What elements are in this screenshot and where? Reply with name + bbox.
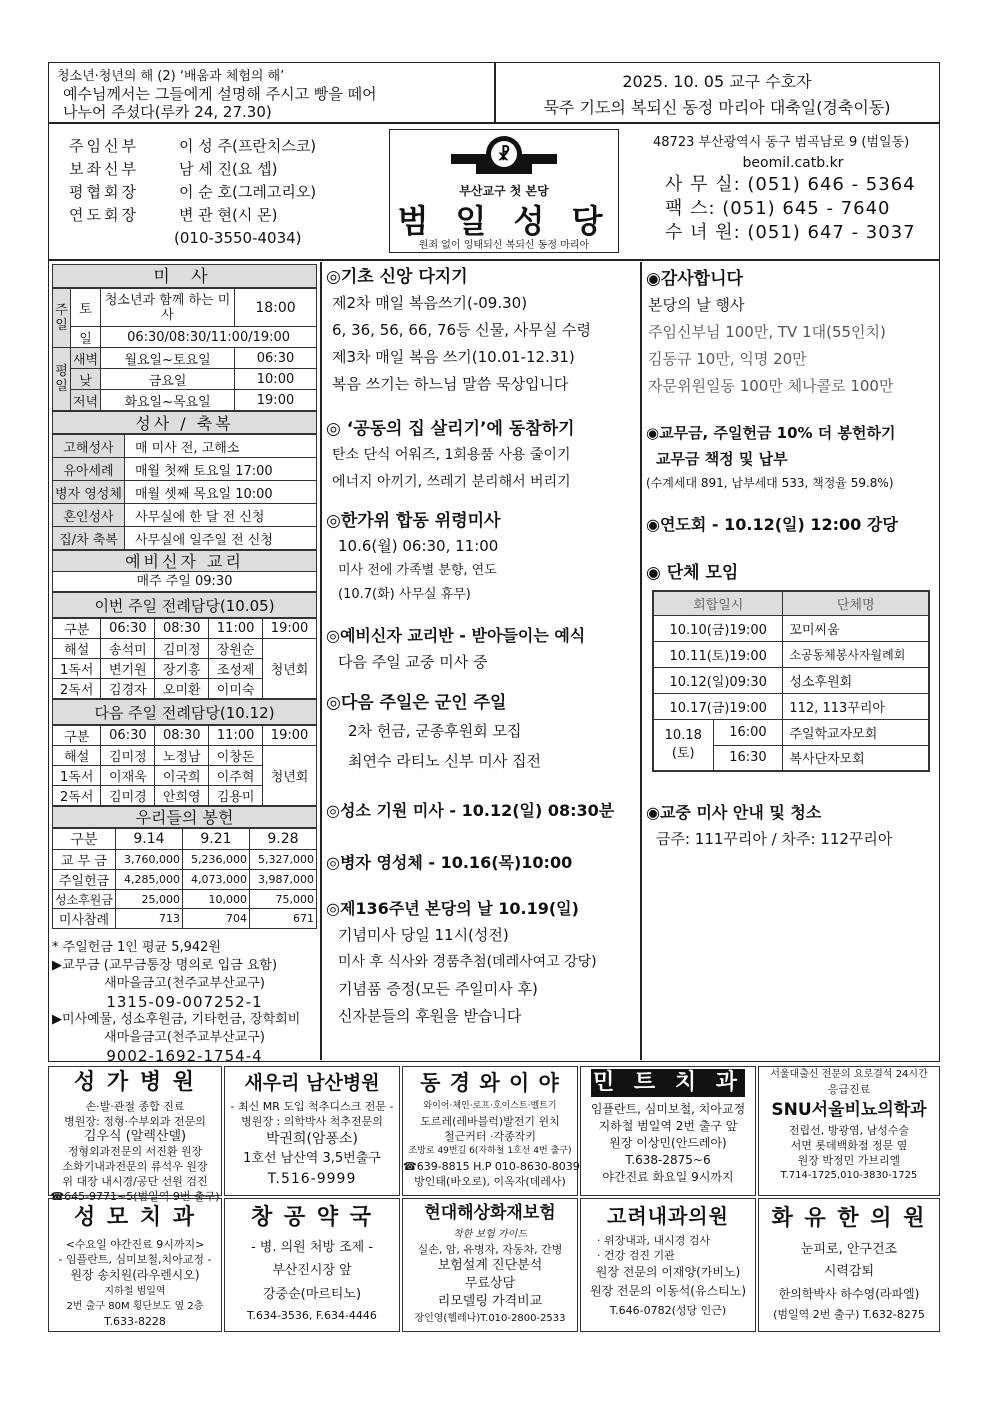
church-logo-block	[389, 129, 619, 253]
payment-notes	[52, 939, 317, 1065]
ad-line: 원장 송치원(라우렌시오)	[70, 1268, 200, 1282]
ad-line: 전립선, 방광염, 남성수술	[788, 1124, 910, 1137]
notice-line: 2차 헌금, 군종후원회 모집	[348, 722, 522, 740]
notice-item	[326, 264, 638, 398]
ad-line: 정형외과전문의 서진환 원장	[67, 1145, 203, 1158]
theme: 청소년·청년의 해 (2) ‘배움과 체험의 해’	[57, 69, 285, 84]
ad-line: T.634-3536, F.634-4446	[247, 1309, 377, 1322]
duty-cell: 1독서	[53, 659, 101, 679]
notice-line: 제2차 매일 복음쓰기(-09.30)	[332, 294, 528, 312]
ad-donggyeong-wire	[402, 1066, 578, 1196]
note-line: ▶교무금 (교무금통장 명의로 입금 요함)	[52, 958, 278, 973]
sacrament-name: 병자 영성체	[53, 481, 125, 504]
ad-title: 민 트 치 과	[593, 1070, 743, 1095]
ad-saeuri-hospital	[224, 1066, 400, 1196]
sacrament-name: 집/차 축복	[53, 527, 125, 550]
ad-line: - 병. 의원 처방 조제 -	[250, 1240, 374, 1255]
ad-line: · 위장내과, 내시경 검사	[597, 1234, 711, 1247]
column-divider	[640, 262, 642, 1060]
ad-line: - 최신 MR 도입 척추디스크 전문 -	[230, 1100, 394, 1113]
ad-line: 서면 롯데백화점 정문 옆	[790, 1139, 908, 1152]
group-date: 10.17(금)19:00	[653, 693, 783, 719]
mass-title: 미 사	[52, 264, 317, 288]
offering-label: 주일헌금	[53, 870, 116, 890]
offering-value: 75,000	[249, 890, 316, 909]
duty-cell: 조성제	[209, 659, 263, 679]
ad-line: 장인영(헬레나)T.010-2800-2533	[414, 1313, 566, 1324]
ad-line: 위 대장 내시경/공단 선원 검진	[62, 1175, 208, 1188]
col-head: 11:00	[209, 619, 263, 639]
office-phone: 사 무 실: (051) 646 - 5364	[665, 174, 916, 195]
duty-cell: 해설	[53, 639, 101, 659]
ad-line: 원장 전문의 이재양(가비노)	[595, 1265, 741, 1279]
notice-line: 미사 전에 가족별 분향, 연도	[338, 563, 497, 578]
notice-line: 에너지 아끼기, 쓰레기 분리해서 버리기	[332, 474, 571, 490]
ad-line: 병원장 : 의학박사 척추전문의	[241, 1115, 383, 1128]
group-meetings-table	[652, 590, 930, 772]
sat-mass-desc: 청소년과 함께 하는 미사	[101, 289, 235, 327]
mass-days: 월요일~토요일	[101, 348, 235, 369]
note-line: ▶미사예물, 성소후원금, 기타헌금, 장학회비	[52, 1012, 301, 1027]
ad-line: T.714-1725,010-3830-1725	[780, 1170, 918, 1181]
ad-line: 박권희(암퐁소)	[265, 1131, 359, 1147]
tithe-title: ◉교무금, 주일헌금 10% 더 봉헌하기	[646, 424, 896, 442]
duty-cell: 이국희	[155, 766, 209, 786]
ad-line: 시력감퇴	[823, 1264, 875, 1279]
ad-line: 눈피로, 안구건조	[800, 1242, 898, 1257]
ad-line: (범일역 2번 출구) T.632-8275	[773, 1308, 925, 1321]
sacrament-info: 매월 셋째 목요일 10:00	[124, 481, 316, 504]
verse-line-1: 예수님께서는 그들에게 설명해 주시고 빵을 떼어	[63, 85, 377, 103]
notice-line: 10.6(월) 06:30, 11:00	[338, 537, 499, 555]
col-head: 06:30	[101, 726, 155, 746]
contact-block	[653, 133, 933, 245]
sacrament-name: 혼인성사	[53, 504, 125, 527]
thanks-line: 자문위원일동 100만 체나콜로 100만	[648, 377, 894, 395]
staff-row: 보좌신부 남 세 진(요 셉)	[69, 160, 278, 178]
offering-value: 704	[182, 909, 249, 929]
ad-line: 병원장: 정형·수부외과 전문의	[64, 1115, 206, 1128]
mass-kind: 낮	[71, 369, 101, 390]
group-name: 복사단자모회	[783, 745, 929, 771]
notice-item	[326, 850, 638, 876]
notice-line: 최연수 라티노 신부 미사 집전	[348, 752, 541, 770]
ad-title: 성 가 병 원	[74, 1070, 196, 1095]
notice-item	[326, 623, 638, 676]
catechumen-time: 매주 주일 09:30	[52, 572, 317, 592]
cleaning-title: ◉교중 미사 안내 및 청소	[646, 803, 822, 822]
catechumen-title: 예비신자 교리	[52, 550, 317, 572]
notice-title: ◎기초 신앙 다지기	[326, 267, 468, 287]
ad-line: 강중순(마르티노)	[262, 1287, 362, 1302]
offering-value: 4,285,000	[115, 870, 182, 890]
notice-title: ◎다음 주일은 군인 주일	[326, 693, 507, 713]
ad-title: 새우리 남산병원	[244, 1072, 380, 1094]
ad-sungga-hospital	[48, 1066, 222, 1203]
ad-title: 화 유 한 의 원	[771, 1206, 927, 1231]
notice-line: 미사 후 식사와 경품추첨(데레사여고 강당)	[338, 954, 597, 970]
ad-title: 고려내과의원	[607, 1204, 729, 1228]
duty-cell: 변기원	[101, 659, 155, 679]
header-right	[494, 62, 940, 124]
account-number: 9002-1692-1754-4	[106, 1047, 263, 1065]
offering-label: 미사참례	[53, 909, 116, 929]
mass-kind: 새벽	[71, 348, 101, 369]
col-head: 9.14	[115, 829, 182, 850]
duty-cell: 2독서	[53, 679, 101, 699]
duty-cell: 이미숙	[209, 679, 263, 699]
duty-cell: 해설	[53, 746, 101, 766]
notice-line: (10.7(화) 사무실 휴무)	[338, 587, 471, 602]
staff-row: 주임신부 이 성 주(프란치스코)	[69, 137, 317, 155]
duty-cell: 김경자	[101, 679, 155, 699]
ad-line: 서울대출신 전문의 요로결석 24시간	[770, 1069, 928, 1080]
ad-line: 응급진료	[827, 1083, 871, 1096]
ad-title: 현대해상화재보험	[424, 1203, 556, 1223]
col-head: 9.28	[249, 829, 316, 850]
col-head: 19:00	[263, 726, 317, 746]
group-date: 10.10(금)19:00	[653, 615, 783, 641]
mass-days: 금요일	[101, 369, 235, 390]
offering-value: 3,760,000	[115, 850, 182, 870]
col-head: 08:30	[155, 726, 209, 746]
notice-title: ◎제136주년 본당의 날 10.19(일)	[326, 899, 579, 918]
cleaning-duty: 금주: 111꾸리아 / 차주: 112꾸리아	[656, 830, 893, 848]
fax-number: 팩 스: (051) 645 - 7640	[665, 198, 891, 219]
weekday-label: 평일	[53, 348, 71, 411]
duty-cell: 안희영	[155, 786, 209, 806]
notice-title: ◎한가위 합동 위령미사	[326, 511, 501, 531]
tithe-stats: (수계세대 891, 납부세대 533, 책정율 59.8%)	[646, 476, 894, 490]
issue-date: 2025. 10. 05 교구 수호자	[622, 72, 812, 91]
mass-schedule-table	[52, 288, 317, 411]
ad-line: 손·발·관절 종합 진료	[85, 1100, 185, 1113]
sat-label: 토	[71, 289, 101, 327]
convent-phone: 수 녀 원: (051) 647 - 3037	[665, 222, 916, 243]
duty-cell: 오미환	[155, 679, 209, 699]
group-date: 10.12(일)09:30	[653, 667, 783, 693]
duty-cell: 노정남	[155, 746, 209, 766]
ad-line: 리모델링 가격비교	[437, 1294, 543, 1309]
ad-line: T.633-8228	[104, 1315, 166, 1328]
ad-changgong-pharmacy	[224, 1198, 400, 1332]
ad-line: 야간진료 화요일 9시까지	[602, 1170, 734, 1184]
duty-cell: 김미정	[155, 639, 209, 659]
notice-item	[326, 798, 638, 824]
offering-value: 671	[249, 909, 316, 929]
mass-kind: 저녁	[71, 390, 101, 411]
duty-cell: 1독서	[53, 766, 101, 786]
middle-column	[326, 264, 638, 1030]
notice-line: 다음 주일 교중 미사 중	[338, 653, 488, 671]
sacrament-info: 사무실에 한 달 전 신청	[124, 504, 316, 527]
feast-name: 묵주 기도의 복되신 동정 마리아 대축일(경축이동)	[543, 98, 891, 117]
sat-mass-time: 18:00	[235, 289, 317, 327]
ad-title: 성 모 치 과	[74, 1205, 196, 1230]
notice-title: ◎예비신자 교리반 - 받아들이는 예식	[326, 626, 586, 645]
notice-item	[326, 508, 638, 607]
sacrament-info: 매 미사 전, 고해소	[124, 435, 316, 458]
address: 48723 부산광역시 동구 범곡남로 9 (범일동)	[653, 135, 910, 150]
sacrament-name: 고해성사	[53, 435, 125, 458]
thanks-line: 김동규 10만, 익명 20만	[648, 350, 807, 368]
ad-line: 실손, 암, 유병자, 자동차, 간병	[417, 1243, 563, 1256]
staff-row: 연도회장 변 관 현(시 몬)	[69, 206, 278, 224]
offering-value: 4,073,000	[182, 870, 249, 890]
youth-group: 청년회	[263, 639, 317, 699]
ad-line: 1호선 남산역 3,5번출구	[243, 1151, 381, 1166]
duty-this-table	[52, 618, 317, 699]
offering-value: 10,000	[182, 890, 249, 909]
duty-cell: 이주혁	[209, 766, 263, 786]
ad-mint-dental	[580, 1066, 756, 1196]
duty-cell: 송석미	[101, 639, 155, 659]
offering-label: 교 무 금	[53, 850, 116, 870]
ad-title: 동 경 와 이 야	[420, 1071, 560, 1095]
notice-title: ◎병자 영성체 - 10.16(목)10:00	[326, 853, 573, 872]
ad-line: 부산진시장 앞	[272, 1263, 352, 1278]
ad-goryeo-clinic	[580, 1198, 756, 1332]
ad-line: 방인태(바오로), 이옥자(데레사)	[414, 1175, 566, 1188]
yeondo-notice: ◉연도회 - 10.12(일) 12:00 강당	[646, 515, 898, 534]
ad-line: 김우식 (알렉산델)	[83, 1129, 187, 1144]
notice-item	[326, 416, 638, 496]
notice-line: 신자분들의 후원을 받습니다	[338, 1007, 522, 1025]
duty-next-table	[52, 725, 317, 806]
header-left	[48, 62, 496, 124]
notice-title: ◎ ‘공동의 집 살리기’에 동참하기	[326, 419, 575, 439]
duty-cell: 2독서	[53, 786, 101, 806]
ad-line: T.638-2875~6	[625, 1153, 711, 1167]
groups-title: ◉ 단체 모임	[646, 563, 739, 583]
col-head: 단체명	[783, 591, 929, 615]
col-head: 구분	[53, 619, 101, 639]
ad-line: 도르레(레바블럭)발전기 윈치	[420, 1115, 560, 1128]
group-name: 꼬미씨움	[783, 615, 929, 641]
ad-line: 지하철 범일역	[104, 1286, 166, 1297]
sun-label: 일	[71, 327, 101, 348]
note-line: * 주일헌금 1인 평균 5,942원	[52, 940, 221, 955]
church-name: 범 일 성 당	[397, 202, 611, 240]
mass-time: 10:00	[235, 369, 317, 390]
duty-cell: 장기흥	[155, 659, 209, 679]
ad-title: 창 공 약 국	[251, 1205, 373, 1230]
staff-row: 평협회장 이 순 호(그레고리오)	[69, 183, 317, 201]
notice-line: 탄소 단식 어워즈, 1회용품 사용 줄이기	[332, 447, 571, 463]
thanks-line: 주임신부님 100만, TV 1대(55인치)	[648, 323, 886, 341]
notice-item	[326, 690, 638, 776]
group-name: 112, 113꾸리아	[783, 693, 929, 719]
duty-this-title: 이번 주일 전례담당(10.05)	[52, 592, 317, 618]
duty-cell: 김미경	[101, 786, 155, 806]
ad-line: ☎645-9771~5(범일역 9번 출구)	[50, 1190, 220, 1203]
ad-sungmo-dental	[48, 1198, 222, 1332]
col-head: 06:30	[101, 619, 155, 639]
col-head: 구분	[53, 829, 116, 850]
note-line: 새마을금고(천주교부산교구)	[104, 1030, 265, 1045]
offering-value: 5,236,000	[182, 850, 249, 870]
ad-line: 와이어·체인·로프·호이스트·벨트기	[423, 1101, 557, 1111]
staff-list	[69, 135, 316, 250]
col-head: 19:00	[263, 619, 317, 639]
col-head: 9.21	[182, 829, 249, 850]
account-number: 1315-09-007252-1	[106, 993, 263, 1011]
ad-line: T.516-9999	[267, 1171, 357, 1187]
notice-item	[326, 896, 638, 1030]
group-name: 성소후원회	[783, 667, 929, 693]
ad-hyundai-insurance	[402, 1198, 578, 1332]
sunday-label: 주일	[53, 289, 71, 348]
thanks-title: ◉감사합니다	[646, 269, 743, 289]
duty-cell: 김용미	[209, 786, 263, 806]
mass-time: 19:00	[235, 390, 317, 411]
notice-line: 기념품 증정(모든 주일미사 후)	[338, 980, 538, 998]
ad-hwayu-clinic	[758, 1198, 940, 1332]
sacrament-info: 사무실에 일주일 전 신청	[124, 527, 316, 550]
ad-line: 조방로 49번길 6(자하철 1호선 4번 출구)	[408, 1146, 572, 1156]
ad-line: 원장 전문의 이동석(유스티노)	[589, 1284, 747, 1298]
group-date: 10.11(토)19:00	[653, 641, 783, 667]
verse-line-2: 나누어 주셨다(루카 24, 27.30)	[63, 103, 272, 121]
left-column	[52, 264, 317, 1065]
thanks-line: 본당의 날 행사	[648, 296, 745, 314]
ad-title: SNU서울비뇨의학과	[771, 1100, 927, 1120]
ad-line: 소화기내과전문의 류석우 원장	[62, 1160, 208, 1173]
duty-cell: 이재욱	[101, 766, 155, 786]
ad-line: · 건강 검진 기관	[597, 1249, 675, 1262]
ad-line: 원장 박정민 가브리엘	[797, 1154, 901, 1167]
website-link[interactable]: beomil.catb.kr	[742, 155, 844, 171]
ad-line: 지하철 범일역 2번 출구 앞	[598, 1119, 738, 1133]
youth-group: 청년회	[263, 746, 317, 806]
notice-line: 제3차 매일 복음 쓰기(10.01-12.31)	[332, 348, 575, 366]
ad-line: - 임플란트, 심미보철,치아교정 -	[58, 1253, 212, 1266]
notice-title: ◎성소 기원 미사 - 10.12(일) 08:30분	[326, 801, 615, 820]
group-name: 주일학교자모회	[783, 719, 929, 745]
column-divider	[320, 262, 322, 1060]
sacraments-table	[52, 434, 317, 550]
tithe-subtitle: 교무금 책정 및 납부	[656, 450, 788, 468]
offering-value: 713	[115, 909, 182, 929]
offering-label: 성소후원금	[53, 890, 116, 909]
ad-line: <수요일 야간진료 9시까지>	[65, 1238, 205, 1251]
offering-value: 3,987,000	[249, 870, 316, 890]
col-head: 회합일시	[653, 591, 783, 615]
offering-title: 우리들의 봉헌	[52, 806, 317, 828]
ad-line: ☎639-8815 H.P 010-8630-8039	[403, 1160, 580, 1173]
ad-line: T.646-0782(성당 인근)	[609, 1304, 727, 1317]
ad-snu-urology	[758, 1066, 940, 1196]
col-head: 구분	[53, 726, 101, 746]
ad-line: 원장 이상민(안드레아)	[609, 1136, 727, 1150]
ad-line: 임플란트, 심미보철, 치아교정	[590, 1102, 746, 1116]
info-band	[48, 122, 940, 260]
ad-line: 2번 출구 80M 횡단보도 옆 2층	[66, 1301, 204, 1312]
duty-next-title: 다음 주일 전례담당(10.12)	[52, 699, 317, 725]
notice-line: 복음 쓰기는 하느님 말씀 묵상입니다	[332, 375, 569, 393]
sacrament-name: 유아세례	[53, 458, 125, 481]
ad-line: 보험설계 진단분석	[437, 1258, 543, 1273]
note-line: 새마을금고(천주교부산교구)	[104, 976, 265, 991]
ad-line: 무료상담	[464, 1276, 516, 1291]
right-column	[646, 266, 936, 853]
col-head: 11:00	[209, 726, 263, 746]
church-tagline: 부산교구 첫 본당	[459, 184, 549, 198]
ad-line: 착한 보험 가이드	[453, 1229, 527, 1240]
staff-phone: (010-3550-4034)	[174, 229, 302, 247]
chi-rho-emblem-icon	[448, 134, 560, 178]
ad-line: 철근커터 ·각종작키	[443, 1130, 536, 1143]
duty-cell: 이창돈	[209, 746, 263, 766]
sacraments-title: 성사 / 축복	[52, 411, 317, 434]
group-time: 16:00	[713, 719, 783, 745]
svg-text:☧: ☧	[497, 145, 511, 164]
group-name: 소공동체봉사자월례회	[783, 641, 929, 667]
sacrament-info: 매월 첫째 토요일 17:00	[124, 458, 316, 481]
col-head: 08:30	[155, 619, 209, 639]
offering-table	[52, 828, 317, 929]
mass-days: 화요일~목요일	[101, 390, 235, 411]
duty-cell: 김미정	[101, 746, 155, 766]
offering-value: 25,000	[115, 890, 182, 909]
group-time: 16:30	[713, 745, 783, 771]
notice-line: 6, 36, 56, 66, 76등 신물, 사무실 수령	[332, 321, 592, 339]
mass-time: 06:30	[235, 348, 317, 369]
offering-value: 5,327,000	[249, 850, 316, 870]
ad-line: 한의학박사 하수영(라파엘)	[778, 1287, 920, 1301]
group-date: 10.18 (토)	[653, 719, 713, 771]
church-patron: 원죄 없이 잉태되신 복되신 동정 마리아	[418, 240, 590, 251]
duty-cell: 장원순	[209, 639, 263, 659]
sun-mass-times: 06:30/08:30/11:00/19:00	[101, 327, 317, 348]
notice-line: 기념미사 당일 11시(성전)	[338, 926, 509, 944]
